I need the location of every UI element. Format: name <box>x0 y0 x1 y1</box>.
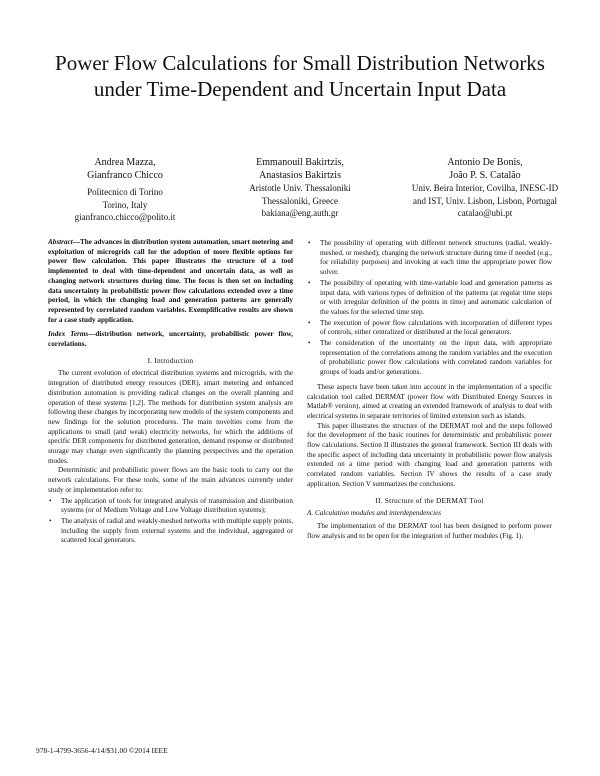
list-item <box>48 517 293 546</box>
author-name: João P. S. Catalão <box>449 169 521 181</box>
author-name: Gianfranco Chicco <box>87 169 163 181</box>
index-terms-text: —distribution network, uncertainty, probabilistic power flow, correlations. <box>48 330 293 349</box>
list-item <box>307 319 552 338</box>
body-paragraph: The implementation of the DERMAT tool has been designed to perform power flow analysis and to be open for the integration of further modules (Fig. 1). <box>307 521 552 540</box>
bullet-icon: • <box>308 278 311 287</box>
list-item-text: The execution of power flow calculations with incorporation of different types of controls, either centralized or distributed at the local generators. <box>320 318 552 337</box>
right-column <box>307 238 552 541</box>
list-item <box>307 279 552 318</box>
list-item-text: The analysis of radial and weakly-meshed networks with multiple supply points, including the supply from external systems and the individual, aggregated or scattered local generators. <box>61 516 293 545</box>
bullet-icon: • <box>308 239 311 247</box>
paper-title: Power Flow Calculations for Small Distribution Networks under Time-Dependent and Uncertain Input Data <box>55 51 545 101</box>
left-column <box>48 238 293 547</box>
affiliation-line: Aristotle Univ. Thessaloniki <box>249 183 351 193</box>
bullet-icon: • <box>49 516 52 525</box>
intro-paragraph-1: The current evolution of electrical distribution systems and microgrids, with the integration of distributed energy resources (DER), smart metering and enhanced distribution automation is providing radical changes on the overall planning and operation of these systems [1,2]. The methods for distribution system analysis are following these changes by incorporating new models of the system components and new findings for the solution procedures. The main novelties come from the applications to small (and weak) electricity networks, for which the additions of specific DER components for distributed generation, demand response or distributed storage may change even significantly the planning perspectives and the operation modes. <box>48 369 293 465</box>
body-paragraph: This paper illustrates the structure of the DERMAT tool and the steps followed for the development of the basic routines for deterministic and probabilistic power flow calculations. Section II illustrates the general framework. Section III deals with the specific aspect of including data uncertainty in probabilistic power flow analysis extended on a time period with changing load and generation patterns with correlated random variables. Section IV shows the results of a case study application. Section V summarizes the conclusions. <box>307 421 552 488</box>
bullet-list-right <box>307 239 552 378</box>
bullet-icon: • <box>308 318 311 327</box>
affiliation-line: Torino, Italy <box>102 199 148 210</box>
list-item-text: The possibility of operating with different network structures (radial, weakly-meshed, or meshed), changing the network structure during time if needed (e.g., for reliability purposes) and invoking at each time the appropriate power flow solver. <box>320 239 552 277</box>
list-item-text: The consideration of the uncertainty on the input data, with appropriate representation of the correlations among the random variables and the execution of probabilistic power flow calculations with correlated random variables for groups of loads and/or generations. <box>320 339 552 377</box>
list-item <box>48 497 293 516</box>
author-email: catalao@ubi.pt <box>457 208 513 219</box>
section-heading-introduction: I. Introduction <box>147 355 194 365</box>
subsection-heading: A. Calculation modules and interdependencies <box>307 509 442 518</box>
author-block-2 <box>210 157 390 220</box>
bullet-list-left <box>48 497 293 547</box>
list-item <box>307 339 552 378</box>
copyright-footer: 978-1-4799-3656-4/14/$31.00 ©2014 IEEE <box>36 746 168 755</box>
author-email: gianfranco.chicco@polito.it <box>74 212 176 223</box>
list-item-text: The application of tools for integrated analysis of transmission and distribution systems (or of Medium Voltage and Low Voltage distribution systems); <box>61 496 293 515</box>
index-terms-label: Index Terms <box>48 330 89 339</box>
author-email: bakiana@eng.auth.gr <box>261 208 339 219</box>
author-name: Anastasios Bakirtzis <box>259 169 341 181</box>
body-paragraph: These aspects have been taken into account in the implementation of a specific calculation tool called DERMAT (power flow with Distributed Energy Sources in Matlab® version), aimed at creating an extended framework of analysis to deal with electrical systems in separate territories of limited extension such as islands. <box>307 382 552 420</box>
intro-paragraph-2: Deterministic and probabilistic power flows are the basic tools to carry out the network calculations. For these tools, some of the main advances currently under study or implementation refer to: <box>48 466 293 494</box>
affiliation-line: and IST, Univ. Lisbon, Lisbon, Portugal <box>413 195 557 206</box>
author-name: Antonio De Bonis, <box>447 157 523 168</box>
author-block-3 <box>390 157 580 220</box>
abstract-text: —The advances in distribution system automation, smart metering and exploitation of microgrids call for the adoption of more flexible options for power flow calculation. This paper illustrates the structure of a tool implemented to deal with time-dependent and uncertain data, as well as changing network structures during time. The focus is then set on including data uncertainty in probabilistic power flow calculations extended over a time period, in which the changing load and generation patterns are generally represented by correlated random variables. Exemplificative results are shown for a case study application. <box>48 238 293 324</box>
author-name: Emmanouil Bakirtzis, <box>256 157 344 168</box>
index-terms <box>48 330 293 349</box>
affiliation-line: Thessaloniki, Greece <box>262 195 338 206</box>
affiliation-line: Politecnico di Torino <box>87 187 163 197</box>
abstract-label: Abstract <box>48 238 73 246</box>
bullet-icon: • <box>49 496 52 505</box>
section-heading-structure: II. Structure of the DERMAT Tool <box>375 495 484 505</box>
author-name: Andrea Mazza, <box>94 157 156 168</box>
abstract <box>48 238 293 325</box>
list-item <box>307 239 552 278</box>
list-item-text: The possibility of operating with time-variable load and generation patterns as input data, with various types of definition of the patterns (at regular time steps or with irregular definition of the points in time) and automatic calculation of the values for the selected time step. <box>320 278 552 316</box>
affiliation-line: Univ. Beira Interior, Covilha, INESC-ID <box>411 183 559 193</box>
bullet-icon: • <box>308 339 311 348</box>
author-block-1 <box>40 157 210 224</box>
